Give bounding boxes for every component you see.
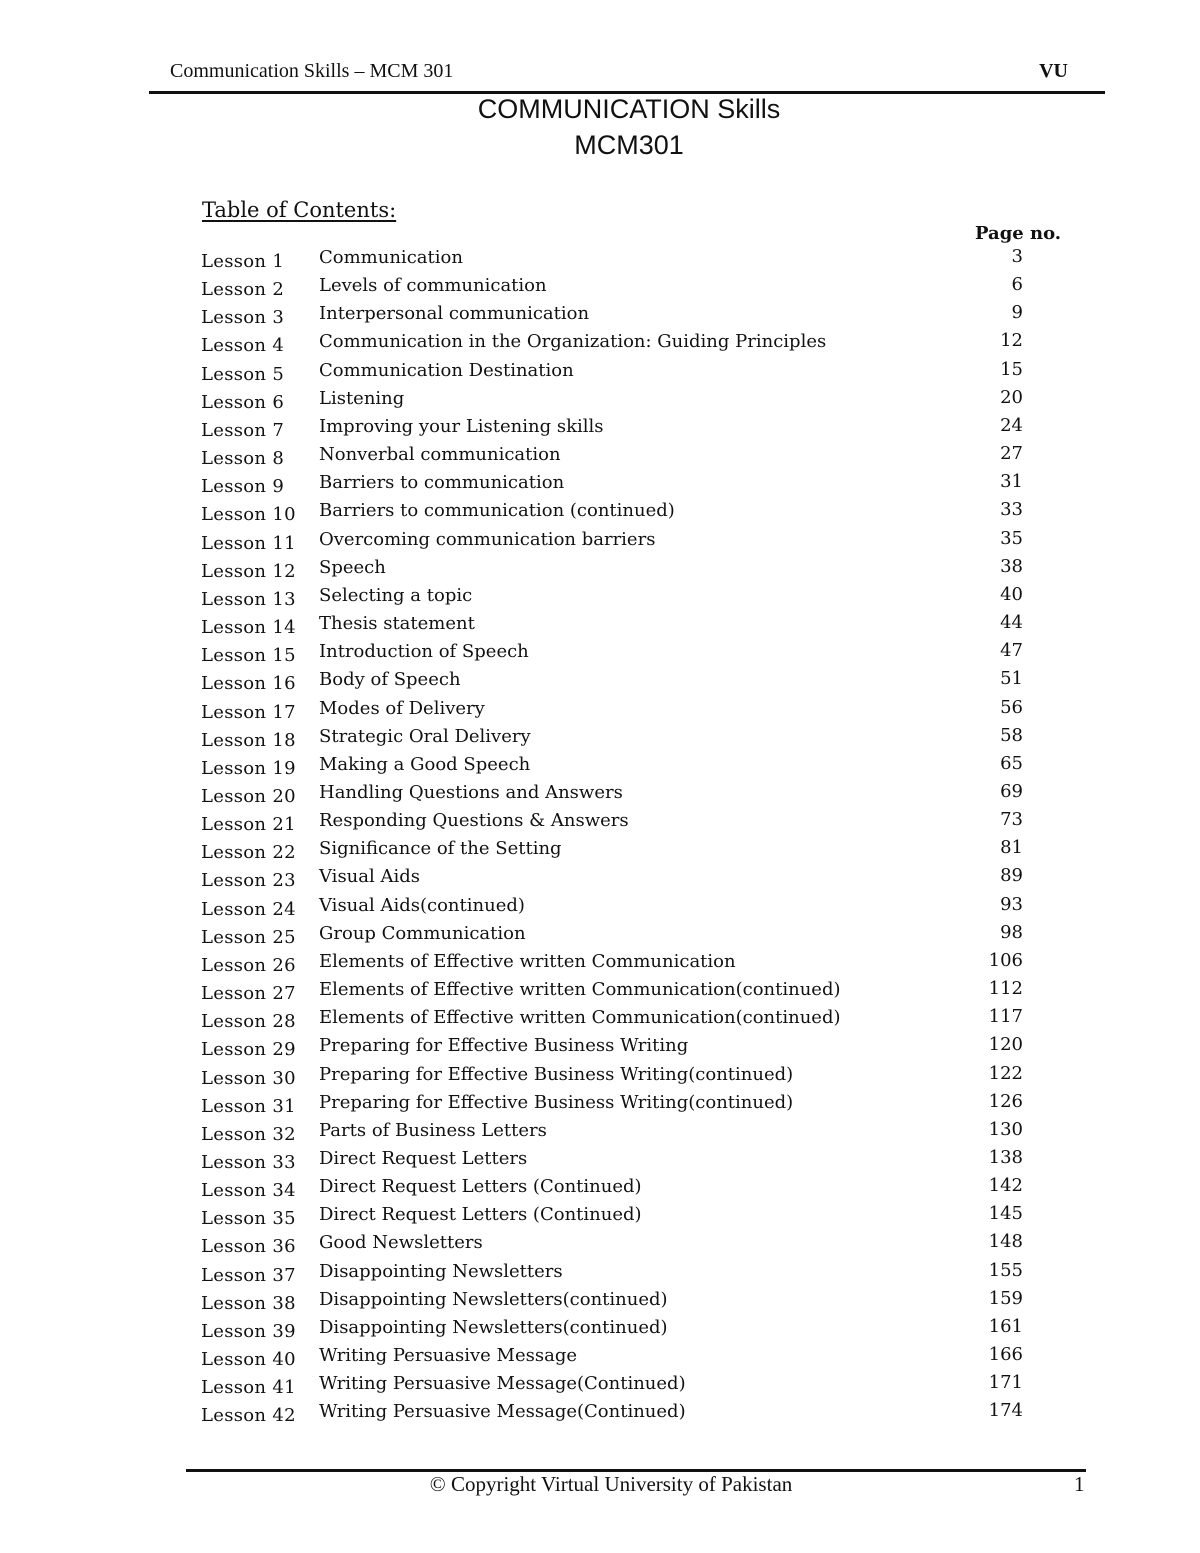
toc-lesson-number: Lesson 11 xyxy=(201,532,296,554)
toc-lesson-number: Lesson 39 xyxy=(201,1320,296,1342)
toc-lesson-number: Lesson 10 xyxy=(201,504,296,526)
toc-lesson-number: Lesson 37 xyxy=(201,1264,296,1286)
toc-lesson-title: Visual Aids xyxy=(319,866,420,888)
running-header-institution: VU xyxy=(1039,60,1068,82)
toc-lesson-number: Lesson 18 xyxy=(201,729,296,751)
toc-lesson-title: Overcoming communication barriers xyxy=(319,528,656,550)
toc-entry xyxy=(0,808,1200,836)
toc-page-number: 126 xyxy=(988,1090,1023,1112)
toc-entry xyxy=(0,893,1200,921)
toc-lesson-title: Making a Good Speech xyxy=(319,753,531,775)
toc-entry xyxy=(0,1202,1200,1230)
toc-lesson-number: Lesson 14 xyxy=(201,617,296,639)
toc-page-number: 40 xyxy=(1000,583,1023,605)
toc-lesson-number: Lesson 42 xyxy=(201,1405,296,1427)
toc-page-number: 33 xyxy=(1000,499,1023,521)
toc-entry xyxy=(0,949,1200,977)
toc-page-number: 65 xyxy=(1000,752,1023,774)
toc-entry xyxy=(0,1371,1200,1399)
toc-entry xyxy=(0,1146,1200,1174)
toc-lesson-title: Group Communication xyxy=(319,922,526,944)
toc-entry xyxy=(0,583,1200,611)
footer-page-number: 1 xyxy=(1074,1472,1085,1496)
toc-entry xyxy=(0,498,1200,526)
toc-heading: Table of Contents: xyxy=(202,198,397,222)
toc-lesson-number: Lesson 21 xyxy=(201,814,296,836)
toc-page-number: 31 xyxy=(1000,471,1023,493)
toc-page-number: 120 xyxy=(988,1034,1023,1056)
toc-lesson-number: Lesson 32 xyxy=(201,1123,296,1145)
toc-lesson-title: Levels of communication xyxy=(319,275,547,297)
toc-lesson-number: Lesson 38 xyxy=(201,1292,296,1314)
toc-page-number: 93 xyxy=(1000,893,1023,915)
toc-lesson-number: Lesson 29 xyxy=(201,1039,296,1061)
toc-page-number: 98 xyxy=(1000,921,1023,943)
toc-lesson-number: Lesson 4 xyxy=(201,335,285,357)
toc-lesson-title: Barriers to communication (continued) xyxy=(319,500,675,522)
toc-page-number: 81 xyxy=(1000,837,1023,859)
toc-entry xyxy=(0,611,1200,639)
toc-lesson-title: Writing Persuasive Message xyxy=(319,1345,578,1367)
toc-lesson-title: Body of Speech xyxy=(319,669,461,691)
toc-page-number: 161 xyxy=(988,1315,1023,1337)
table-of-contents xyxy=(0,245,1200,1428)
toc-page-number: 3 xyxy=(1011,246,1023,267)
toc-lesson-title: Nonverbal communication xyxy=(319,444,561,466)
toc-lesson-number: Lesson 8 xyxy=(201,448,285,470)
toc-page-number: 38 xyxy=(1000,555,1023,577)
toc-lesson-number: Lesson 26 xyxy=(201,954,296,976)
toc-entry xyxy=(0,1399,1200,1427)
toc-entry xyxy=(0,329,1200,357)
toc-entry xyxy=(0,977,1200,1005)
toc-entry xyxy=(0,273,1200,301)
toc-lesson-title: Interpersonal communication xyxy=(319,303,590,325)
toc-lesson-title: Disappointing Newsletters(continued) xyxy=(319,1316,668,1338)
toc-page-number: 6 xyxy=(1011,274,1023,296)
toc-entry xyxy=(0,470,1200,498)
toc-lesson-title: Communication in the Organization: Guiding Principles xyxy=(319,331,827,353)
document-title: COMMUNICATION Skills xyxy=(477,94,781,124)
toc-lesson-number: Lesson 31 xyxy=(201,1095,296,1117)
toc-entry xyxy=(0,1062,1200,1090)
toc-lesson-title: Parts of Business Letters xyxy=(319,1119,547,1141)
toc-page-number: 174 xyxy=(988,1400,1023,1422)
toc-lesson-title: Writing Persuasive Message(Continued) xyxy=(319,1401,686,1423)
toc-lesson-title: Selecting a topic xyxy=(319,584,473,606)
toc-lesson-title: Direct Request Letters (Continued) xyxy=(319,1176,642,1198)
toc-page-number: 9 xyxy=(1011,302,1023,324)
toc-lesson-number: Lesson 19 xyxy=(201,757,296,779)
toc-lesson-title: Speech xyxy=(319,556,386,578)
toc-entry xyxy=(0,555,1200,583)
toc-page-number: 24 xyxy=(1000,414,1023,436)
toc-lesson-title: Elements of Effective written Communication(continued) xyxy=(319,979,841,1001)
toc-page-number: 166 xyxy=(988,1344,1023,1366)
toc-entry xyxy=(0,1033,1200,1061)
footer-copyright: © Copyright Virtual University of Pakistan xyxy=(429,1472,793,1496)
toc-page-number: 12 xyxy=(1000,330,1023,352)
toc-lesson-number: Lesson 1 xyxy=(201,251,285,272)
toc-lesson-number: Lesson 40 xyxy=(201,1349,296,1371)
toc-lesson-number: Lesson 33 xyxy=(201,1152,296,1173)
page-number-column-heading: Page no. xyxy=(975,223,1062,244)
toc-entry xyxy=(0,358,1200,386)
toc-page-number: 35 xyxy=(1000,527,1023,549)
toc-lesson-number: Lesson 36 xyxy=(201,1236,296,1258)
toc-page-number: 51 xyxy=(1000,668,1023,690)
toc-page-number: 138 xyxy=(988,1147,1023,1168)
toc-page-number: 171 xyxy=(988,1372,1023,1394)
toc-page-number: 89 xyxy=(1000,865,1023,887)
toc-entry xyxy=(0,921,1200,949)
toc-page-number: 106 xyxy=(988,949,1023,971)
toc-lesson-number: Lesson 20 xyxy=(201,785,296,807)
toc-page-number: 73 xyxy=(1000,809,1023,831)
toc-entry xyxy=(0,1315,1200,1343)
toc-page-number: 130 xyxy=(988,1118,1023,1140)
toc-page-number: 112 xyxy=(988,978,1023,1000)
toc-lesson-title: Disappointing Newsletters(continued) xyxy=(319,1288,668,1310)
toc-lesson-number: Lesson 12 xyxy=(201,560,296,582)
toc-lesson-number: Lesson 5 xyxy=(201,363,285,385)
toc-lesson-title: Elements of Effective written Communication(continued) xyxy=(319,1007,841,1029)
toc-entry xyxy=(0,864,1200,892)
toc-lesson-number: Lesson 30 xyxy=(201,1067,296,1089)
toc-entry xyxy=(0,1118,1200,1146)
toc-lesson-number: Lesson 35 xyxy=(201,1208,296,1230)
toc-entry xyxy=(0,442,1200,470)
toc-lesson-title: Strategic Oral Delivery xyxy=(319,725,531,747)
toc-lesson-number: Lesson 25 xyxy=(201,926,296,948)
toc-lesson-title: Communication xyxy=(319,247,463,268)
toc-entry xyxy=(0,1005,1200,1033)
toc-lesson-number: Lesson 34 xyxy=(201,1180,296,1202)
toc-page-number: 58 xyxy=(1000,724,1023,746)
toc-entry xyxy=(0,386,1200,414)
toc-page-number: 122 xyxy=(988,1062,1023,1084)
toc-lesson-number: Lesson 17 xyxy=(201,701,296,723)
toc-lesson-title: Thesis statement xyxy=(319,613,475,635)
toc-lesson-title: Responding Questions & Answers xyxy=(319,810,629,832)
toc-entry xyxy=(0,696,1200,724)
toc-page-number: 159 xyxy=(988,1287,1023,1309)
toc-page-number: 56 xyxy=(1000,696,1023,718)
toc-lesson-title: Good Newsletters xyxy=(319,1232,483,1254)
toc-lesson-number: Lesson 3 xyxy=(201,307,285,329)
toc-page-number: 15 xyxy=(1000,358,1023,380)
toc-entry xyxy=(0,414,1200,442)
toc-lesson-number: Lesson 27 xyxy=(201,983,296,1005)
document-course-code: MCM301 xyxy=(574,130,684,160)
toc-page-number: 47 xyxy=(1000,640,1023,662)
toc-entry xyxy=(0,667,1200,695)
toc-page-number: 155 xyxy=(988,1259,1023,1281)
toc-entry xyxy=(0,301,1200,329)
toc-lesson-title: Communication Destination xyxy=(319,359,574,381)
toc-lesson-number: Lesson 9 xyxy=(201,476,285,498)
toc-entry xyxy=(0,1174,1200,1202)
toc-page-number: 117 xyxy=(988,1006,1023,1028)
toc-entry xyxy=(0,245,1200,273)
toc-entry xyxy=(0,780,1200,808)
toc-lesson-title: Preparing for Effective Business Writing xyxy=(319,1035,689,1057)
toc-lesson-title: Preparing for Effective Business Writing(continued) xyxy=(319,1091,794,1113)
toc-entry xyxy=(0,1343,1200,1371)
toc-lesson-title: Elements of Effective written Communication xyxy=(319,950,736,972)
toc-page-number: 145 xyxy=(988,1203,1023,1225)
toc-lesson-title: Direct Request Letters xyxy=(319,1148,528,1169)
toc-entry xyxy=(0,1090,1200,1118)
toc-page-number: 142 xyxy=(988,1175,1023,1197)
toc-entry xyxy=(0,527,1200,555)
toc-lesson-title: Disappointing Newsletters xyxy=(319,1260,563,1282)
toc-page-number: 148 xyxy=(988,1231,1023,1253)
toc-page-number: 27 xyxy=(1000,443,1023,465)
toc-lesson-number: Lesson 16 xyxy=(201,673,296,695)
toc-lesson-number: Lesson 15 xyxy=(201,645,296,667)
toc-lesson-number: Lesson 7 xyxy=(201,419,285,441)
toc-page-number: 69 xyxy=(1000,780,1023,802)
toc-entry xyxy=(0,639,1200,667)
toc-lesson-title: Modes of Delivery xyxy=(319,697,485,719)
toc-page-number: 44 xyxy=(1000,612,1023,634)
toc-lesson-title: Barriers to communication xyxy=(319,472,565,494)
running-header-course: Communication Skills – MCM 301 xyxy=(170,60,454,82)
toc-entry xyxy=(0,1259,1200,1287)
toc-lesson-title: Handling Questions and Answers xyxy=(319,781,623,803)
toc-lesson-title: Preparing for Effective Business Writing(continued) xyxy=(319,1063,794,1085)
toc-lesson-number: Lesson 23 xyxy=(201,870,296,892)
toc-lesson-number: Lesson 6 xyxy=(201,391,285,413)
toc-lesson-title: Writing Persuasive Message(Continued) xyxy=(319,1373,686,1395)
toc-lesson-title: Significance of the Setting xyxy=(319,838,562,860)
toc-lesson-title: Visual Aids(continued) xyxy=(319,894,525,916)
toc-lesson-number: Lesson 24 xyxy=(201,898,296,920)
toc-page-number: 20 xyxy=(1000,386,1023,408)
toc-lesson-title: Listening xyxy=(319,387,405,409)
toc-lesson-number: Lesson 2 xyxy=(201,279,285,301)
toc-lesson-number: Lesson 13 xyxy=(201,588,296,610)
toc-entry xyxy=(0,1230,1200,1258)
toc-lesson-title: Direct Request Letters (Continued) xyxy=(319,1204,642,1226)
toc-entry xyxy=(0,1287,1200,1315)
toc-lesson-title: Improving your Listening skills xyxy=(319,415,604,437)
toc-lesson-title: Introduction of Speech xyxy=(319,641,529,663)
toc-entry xyxy=(0,836,1200,864)
toc-lesson-number: Lesson 22 xyxy=(201,842,296,864)
toc-lesson-number: Lesson 28 xyxy=(201,1011,296,1033)
toc-entry xyxy=(0,724,1200,752)
toc-entry xyxy=(0,752,1200,780)
toc-lesson-number: Lesson 41 xyxy=(201,1377,296,1399)
